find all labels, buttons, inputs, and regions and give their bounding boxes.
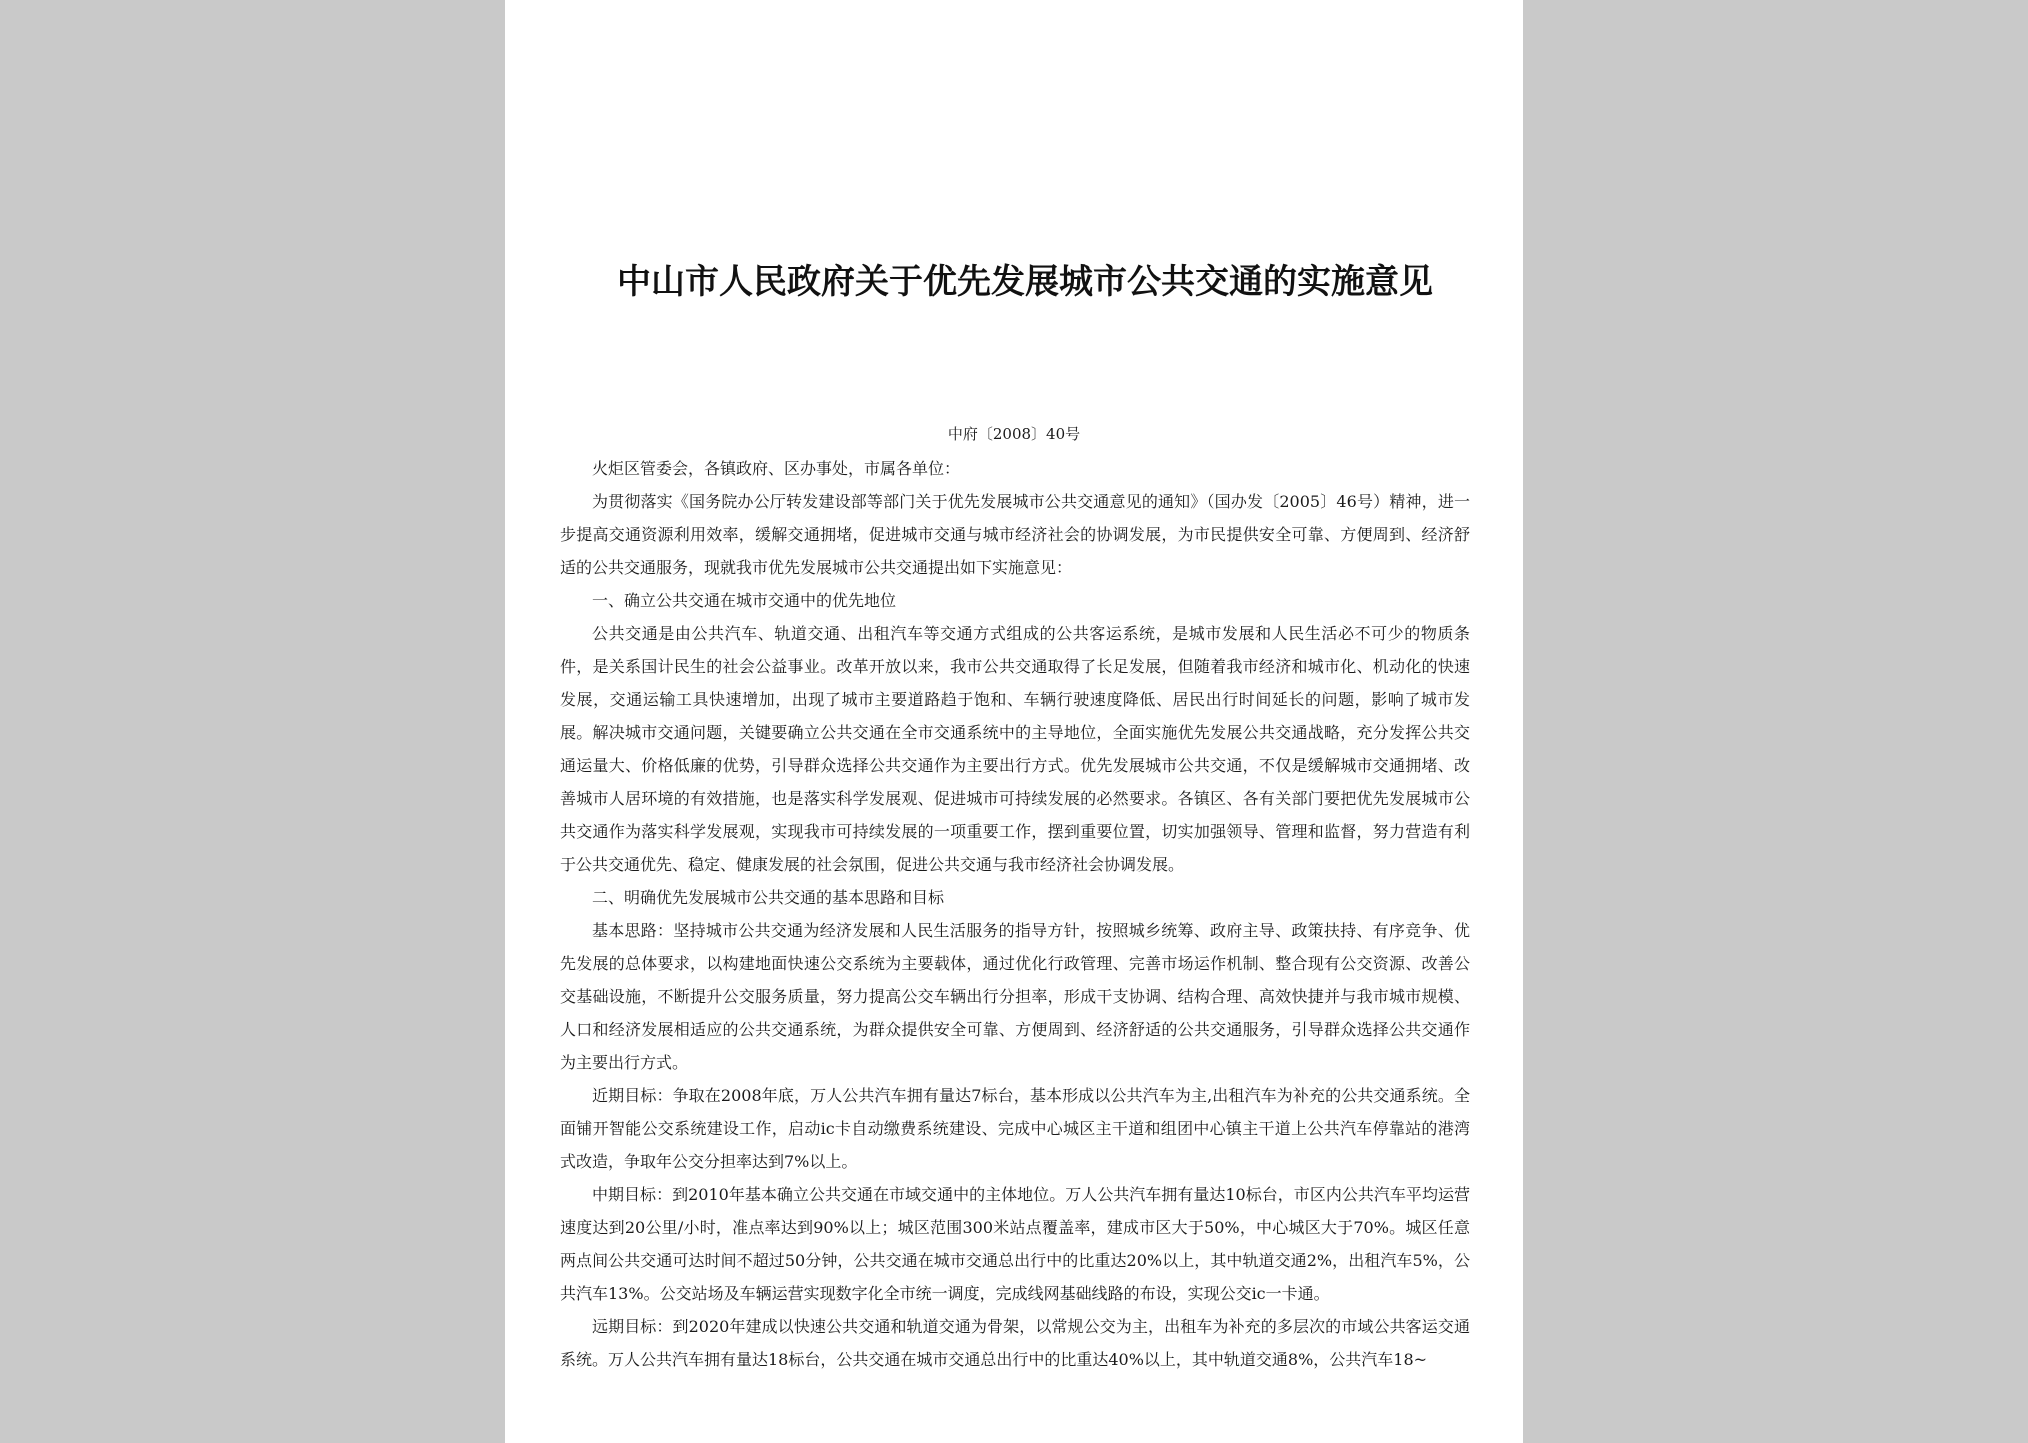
salutation: 火炬区管委会，各镇政府、区办事处，市属各单位： — [592, 459, 961, 478]
document-page — [505, 0, 1523, 1443]
document-body — [560, 452, 1470, 1376]
section-heading-1: 一、确立公共交通在城市交通中的优先地位 — [592, 591, 897, 610]
document-number: 中府〔2008〕40号 — [947, 425, 1081, 443]
paragraph-intro: 为贯彻落实《国务院办公厅转发建设部等部门关于优先发展城市公共交通意见的通知》（国办发〔2005〕46号）精神，进一步提高交通资源利用效率，缓解交通拥堵，促进城市交通与城市经济社会的协调发展，为市民提供安全可靠、方便周到、经济舒适的公共交通服务，现就我市优先发展城市公共交通提出如下实施意见： — [560, 492, 1470, 577]
section-heading-2: 二、明确优先发展城市公共交通的基本思路和目标 — [592, 888, 945, 907]
paragraph-short-term-goal: 近期目标：争取在2008年底，万人公共汽车拥有量达7标台，基本形成以公共汽车为主,出租汽车为补充的公共交通系统。全面铺开智能公交系统建设工作，启动ic卡自动缴费系统建设、完成中心城区主干道和组团中心镇主干道上公共汽车停靠站的港湾式改造，争取年公交分担率达到7%以上。 — [560, 1086, 1470, 1171]
paragraph-basic-approach: 基本思路：坚持城市公共交通为经济发展和人民生活服务的指导方针，按照城乡统筹、政府主导、政策扶持、有序竞争、优先发展的总体要求，以构建地面快速公交系统为主要载体，通过优化行政管理、完善市场运作机制、整合现有公交资源、改善公交基础设施，不断提升公交服务质量，努力提高公交车辆出行分担率，形成干支协调、结构合理、高效快捷并与我市城市规模、人口和经济发展相适应的公共交通系统，为群众提供安全可靠、方便周到、经济舒适的公共交通服务，引导群众选择公共交通作为主要出行方式。 — [560, 921, 1470, 1072]
document-title: 中山市人民政府关于优先发展城市公共交通的实施意见 — [617, 262, 1433, 302]
paragraph-long-term-goal: 远期目标：到2020年建成以快速公共交通和轨道交通为骨架，以常规公交为主，出租车为补充的多层次的市域公共客运交通系统。万人公共汽车拥有量达18标台，公共交通在城市交通总出行中的比重达40%以上，其中轨道交通8%，公共汽车18~ — [560, 1317, 1470, 1369]
paragraph-mid-term-goal: 中期目标：到2010年基本确立公共交通在市域交通中的主体地位。万人公共汽车拥有量达10标台，市区内公共汽车平均运营速度达到20公里/小时，准点率达到90%以上；城区范围300米站点覆盖率，建成市区大于50%，中心城区大于70%。城区任意两点间公共交通可达时间不超过50分钟，公共交通在城市交通总出行中的比重达20%以上，其中轨道交通2%，出租汽车5%，公共汽车13%。公交站场及车辆运营实现数字化全市统一调度，完成线网基础线路的布设，实现公交ic一卡通。 — [560, 1185, 1470, 1303]
paragraph-section-1: 公共交通是由公共汽车、轨道交通、出租汽车等交通方式组成的公共客运系统，是城市发展和人民生活必不可少的物质条件，是关系国计民生的社会公益事业。改革开放以来，我市公共交通取得了长足发展，但随着我市经济和城市化、机动化的快速发展，交通运输工具快速增加，出现了城市主要道路趋于饱和、车辆行驶速度降低、居民出行时间延长的问题，影响了城市发展。解决城市交通问题，关键要确立公共交通在全市交通系统中的主导地位，全面实施优先发展公共交通战略，充分发挥公共交通运量大、价格低廉的优势，引导群众选择公共交通作为主要出行方式。优先发展城市公共交通，不仅是缓解城市交通拥堵、改善城市人居环境的有效措施，也是落实科学发展观、促进城市可持续发展的必然要求。各镇区、各有关部门要把优先发展城市公共交通作为落实科学发展观，实现我市可持续发展的一项重要工作，摆到重要位置，切实加强领导、管理和监督，努力营造有利于公共交通优先、稳定、健康发展的社会氛围，促进公共交通与我市经济社会协调发展。 — [560, 624, 1470, 874]
